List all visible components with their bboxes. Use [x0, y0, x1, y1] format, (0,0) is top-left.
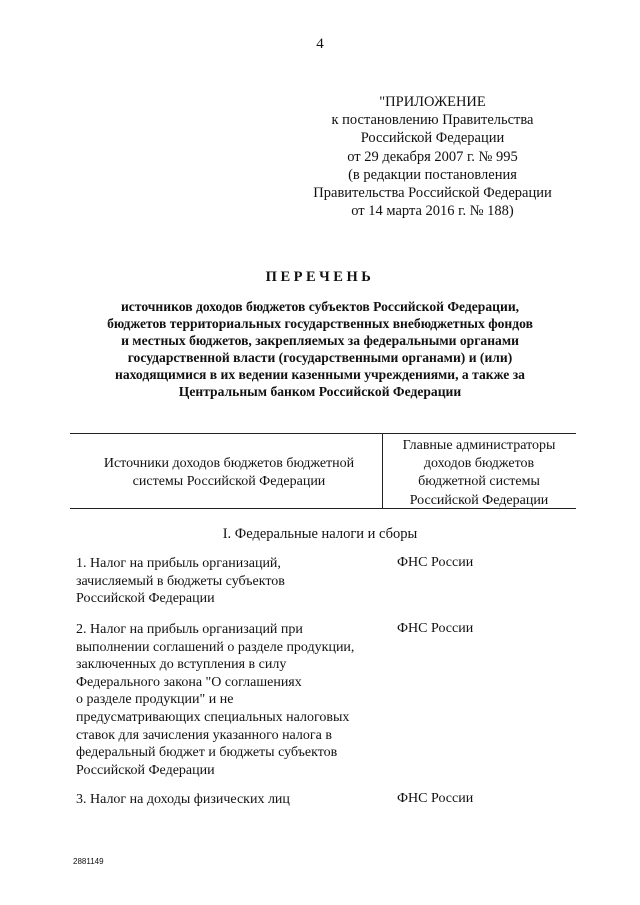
section-title: I. Федеральные налоги и сборы: [222, 526, 418, 542]
page-number: 4: [316, 36, 324, 52]
table-row-administrator: ФНС России: [397, 621, 474, 636]
column-header-line: системы Российской Федерации: [132, 474, 326, 489]
table-column-divider: [382, 433, 383, 509]
document-code: 2881149: [73, 857, 104, 866]
appendix-line: "ПРИЛОЖЕНИЕ: [379, 94, 486, 110]
row-line: 1. Налог на прибыль организаций,: [76, 556, 281, 571]
table-top-rule: [70, 433, 576, 434]
document-subtitle: [60, 298, 580, 400]
appendix-line: от 29 декабря 2007 г. № 995: [347, 148, 518, 165]
row-line: заключенных до вступления в силу: [76, 657, 287, 673]
column-header-sources: [76, 455, 382, 491]
document-title: ПЕРЕЧЕНЬ: [265, 269, 375, 285]
row-line: Российской Федерации: [76, 762, 215, 778]
row-line: 2. Налог на прибыль организаций при: [76, 622, 303, 637]
subtitle-line: государственной власти (государственными органами) и (или): [127, 350, 513, 365]
row-line: ставок для зачисления указанного налога в: [76, 727, 332, 743]
row-line: Российской Федерации: [76, 591, 215, 607]
appendix-line: от 14 марта 2016 г. № 188): [351, 203, 514, 220]
row-line: федеральный бюджет и бюджеты субъектов: [76, 745, 338, 761]
column-header-line: доходов бюджетов: [423, 456, 535, 472]
subtitle-line: бюджетов территориальных государственных внебюджетных фондов: [107, 316, 533, 331]
column-header-line: Источники доходов бюджетов бюджетной: [103, 456, 355, 471]
appendix-line: Российской Федерации: [360, 130, 505, 147]
column-header-administrators: [384, 437, 574, 510]
row-line: Федерального закона "О соглашениях: [76, 674, 302, 690]
table-row-source: [76, 621, 386, 779]
appendix-line: (в редакции постановления: [348, 166, 517, 183]
table-row-source: [76, 791, 386, 809]
appendix-line: Правительства Российской Федерации: [313, 185, 552, 202]
row-line: выполнении соглашений о разделе продукции,: [76, 639, 355, 655]
subtitle-line: и местных бюджетов, закрепляемых за федеральными органами: [121, 333, 519, 348]
table-row-administrator: ФНС России: [397, 555, 474, 570]
row-line: предусматривающих специальных налоговых: [76, 709, 350, 725]
table-row-administrator: ФНС России: [397, 791, 474, 806]
appendix-line: к постановлению Правительства: [331, 112, 534, 129]
appendix-block: [300, 93, 565, 220]
row-line: 3. Налог на доходы физических лиц: [76, 792, 290, 807]
row-line: зачисляемый в бюджеты субъектов: [76, 573, 285, 589]
subtitle-line: источников доходов бюджетов субъектов Российской Федерации,: [120, 299, 520, 314]
row-line: о разделе продукции" и не: [76, 692, 234, 708]
column-header-line: бюджетной системы: [418, 474, 540, 490]
table-row-source: [76, 555, 386, 608]
subtitle-line: находящимися в их ведении казенными учреждениями, а также за: [115, 367, 525, 382]
column-header-line: Главные администраторы: [402, 438, 556, 453]
column-header-line: Российской Федерации: [409, 492, 549, 508]
subtitle-line: Центральным банком Российской Федерации: [178, 384, 462, 399]
